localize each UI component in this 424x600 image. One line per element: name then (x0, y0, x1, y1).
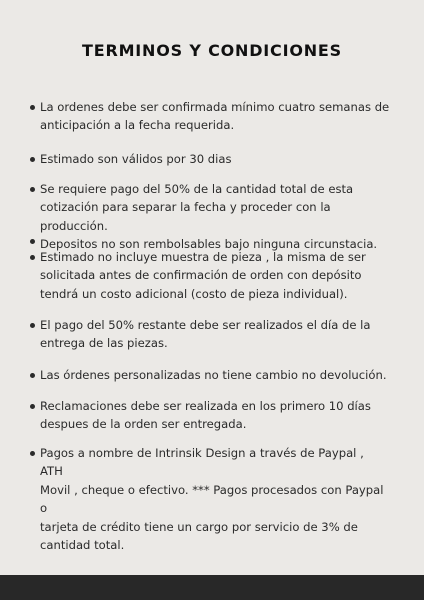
bullet-dot (30, 255, 35, 260)
list-item (30, 444, 390, 554)
list-item (30, 397, 390, 434)
bullet-dot (30, 187, 35, 192)
bullet-dot (30, 451, 35, 456)
list-item-text: Pagos a nombre de Intrinsik Design a través de Paypal , ATH Movil , cheque o efectivo. *** Pagos procesados con Paypal o tarjeta de crédito tiene un cargo por servicio de 3% de cantidad total. (40, 446, 384, 553)
list-item (30, 366, 390, 384)
list-item-text: Se requiere pago del 50% de la cantidad total de esta cotización para separar la fecha y proceder con la producción. Depositos no son rembolsables bajo ninguna circunstacia. (40, 182, 378, 252)
list-item-text: El pago del 50% restante debe ser realizados el día de la entrega de las piezas. (40, 318, 371, 351)
list-item (30, 98, 390, 135)
page-title: TERMINOS Y CONDICIONES (82, 41, 342, 60)
list-item (30, 316, 390, 353)
footer-bar (0, 575, 424, 600)
list-item-text: Estimado son válidos por 30 dias (40, 152, 232, 166)
list-item-text: Las órdenes personalizadas no tiene cambio no devolución. (40, 368, 387, 382)
list-item (30, 248, 390, 303)
bullet-dot (30, 404, 35, 409)
bullet-dot (30, 105, 35, 110)
list-item (30, 180, 390, 254)
bullet-dot (30, 373, 35, 378)
bullet-dot (30, 323, 35, 328)
list-item-text: Estimado no incluye muestra de pieza , la misma de ser solicitada antes de confirmación de orden con depósito tendrá un costo adicional (costo de pieza individual). (40, 250, 366, 301)
list-item-text: Reclamaciones debe ser realizada en los primero 10 días despues de la orden ser entregada. (40, 399, 371, 432)
bullet-dot (30, 239, 35, 244)
bullet-dot (30, 157, 35, 162)
list-item-text: La ordenes debe ser confirmada mínimo cuatro semanas de anticipación a la fecha requerida. (40, 100, 390, 133)
list-item (30, 150, 390, 168)
